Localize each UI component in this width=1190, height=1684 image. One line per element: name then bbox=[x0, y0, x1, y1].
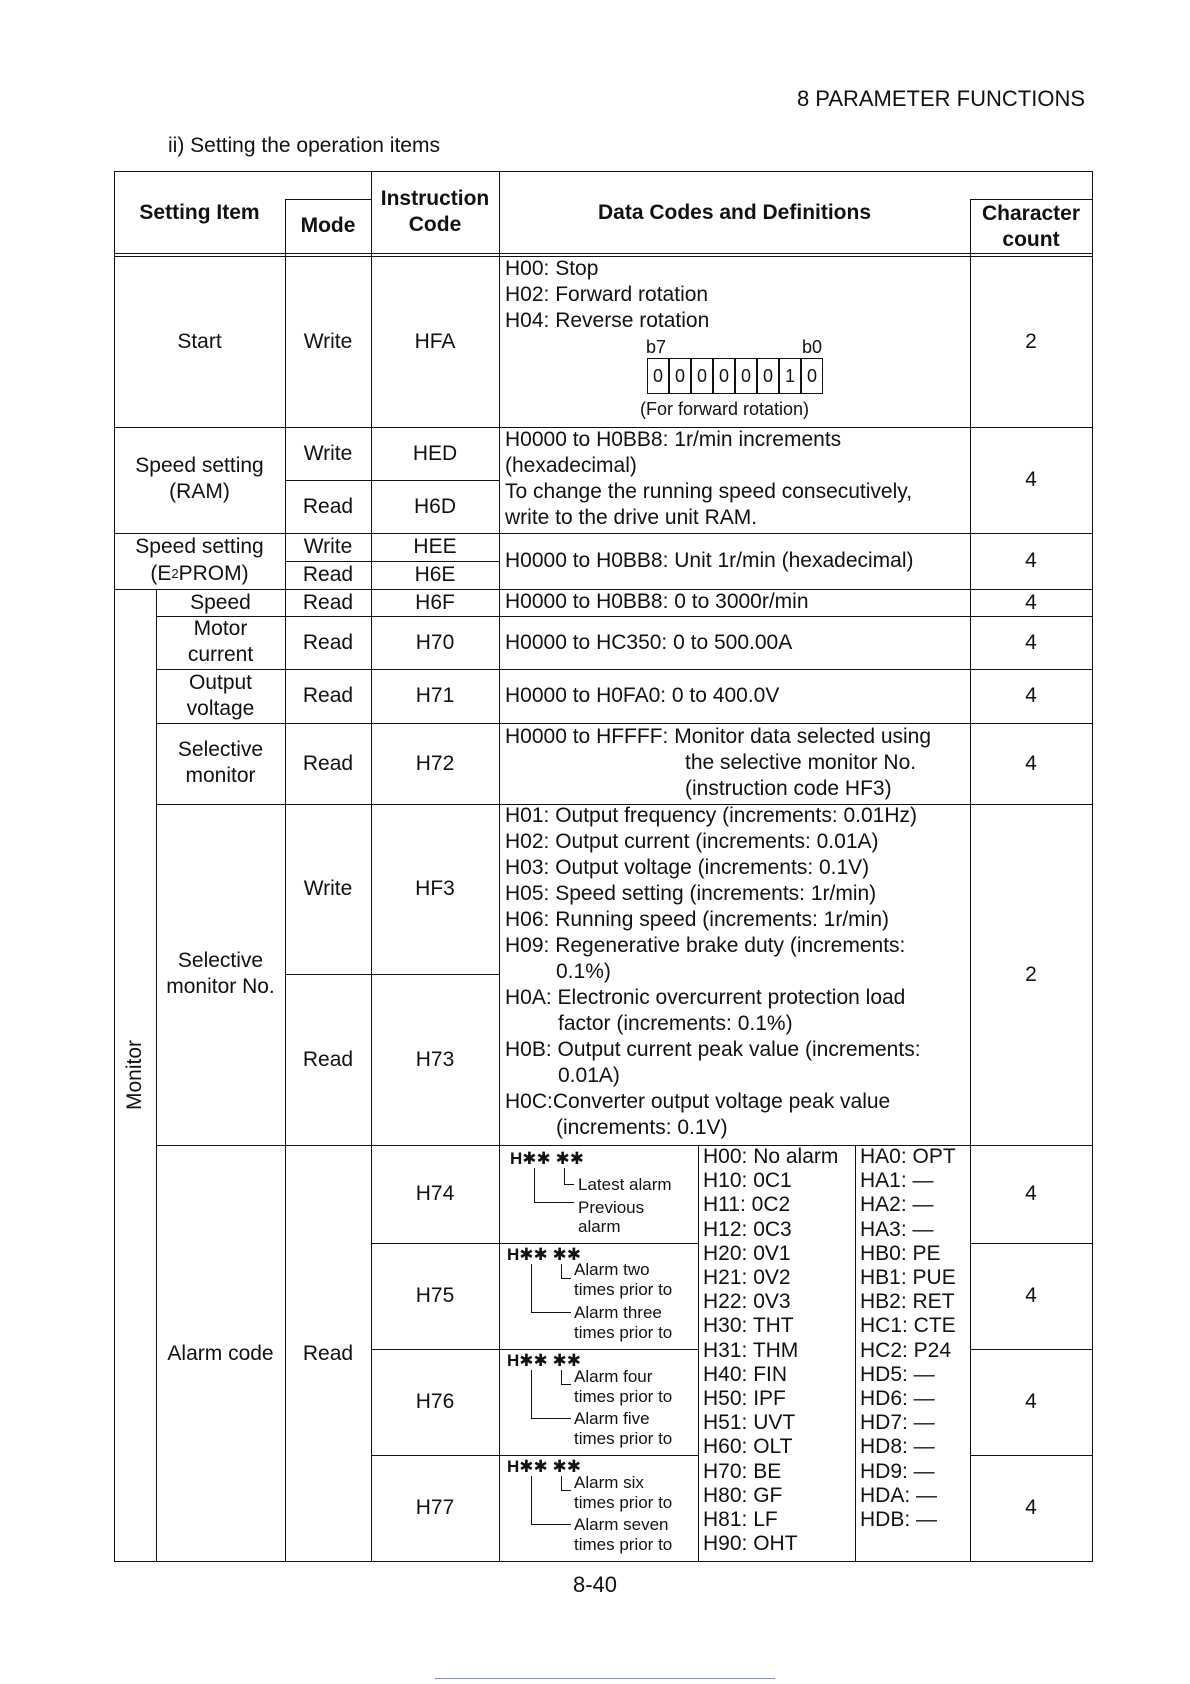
list-item: H05: Speed setting (increments: 1r/min) bbox=[505, 882, 877, 905]
speed-eeprom-item-1: Speed setting bbox=[135, 535, 264, 558]
selective-monitor-no-mode-read: Read bbox=[302, 1047, 354, 1071]
monitor-speed-item: Speed bbox=[190, 590, 251, 614]
alarm-label: times prior to bbox=[574, 1493, 673, 1512]
speed-eeprom-count: 4 bbox=[1025, 549, 1037, 572]
speed-ram-line-4: write to the drive unit RAM. bbox=[505, 506, 758, 529]
alarm-h77-count: 4 bbox=[1025, 1496, 1037, 1519]
alarm-prefix: H✱✱ ✱✱ bbox=[507, 1351, 581, 1370]
speed-ram-line-1: H0000 to H0BB8: 1r/min increments bbox=[505, 428, 842, 451]
selective-monitor-item-1: Selective bbox=[177, 738, 264, 761]
start-item: Start bbox=[177, 329, 222, 353]
alarm-code-entry: HD7: — bbox=[860, 1411, 935, 1435]
alarm-code-entry: H31: THM bbox=[703, 1338, 799, 1362]
monitor-voltage-mode: Read bbox=[302, 684, 354, 707]
speed-eeprom-text: H0000 to H0BB8: Unit 1r/min (hexadecimal) bbox=[505, 549, 914, 572]
alarm-code-entry: HB1: PUE bbox=[860, 1266, 956, 1289]
alarm-item: Alarm code bbox=[167, 1341, 274, 1365]
list-item: H01: Output frequency (increments: 0.01Hz) bbox=[505, 804, 918, 827]
bit-0: 0 bbox=[801, 358, 823, 394]
monitor-voltage-item-2: voltage bbox=[186, 697, 255, 720]
bit-1: 1 bbox=[779, 358, 801, 394]
alarm-label: times prior to bbox=[574, 1280, 673, 1299]
start-line-3: H04: Reverse rotation bbox=[505, 309, 710, 332]
list-item: 0.01A) bbox=[558, 1064, 620, 1087]
monitor-speed-mode: Read bbox=[302, 590, 354, 614]
alarm-code-entry: HD5: — bbox=[860, 1362, 935, 1386]
monitor-voltage-text: H0000 to H0FA0: 0 to 400.0V bbox=[505, 684, 780, 707]
alarm-label: Alarm four bbox=[574, 1367, 653, 1386]
alarm-h77-code: H77 bbox=[415, 1496, 455, 1519]
alarm-prefix: H✱✱ ✱✱ bbox=[507, 1245, 581, 1264]
speed-ram-mode-read: Read bbox=[302, 494, 354, 518]
monitor-voltage-item-1: Output bbox=[188, 671, 253, 694]
alarm-code-entry: H81: LF bbox=[703, 1508, 778, 1531]
alarm-code-entry: H80: GF bbox=[703, 1483, 783, 1507]
monitor-current-item-1: Motor bbox=[193, 617, 248, 640]
alarm-label: Alarm two bbox=[574, 1260, 650, 1279]
alarm-code-entry: HB2: RET bbox=[860, 1290, 955, 1314]
bit-5: 0 bbox=[691, 358, 713, 394]
bit-6: 0 bbox=[669, 358, 691, 394]
alarm-code-entry: HDA: — bbox=[860, 1483, 938, 1507]
speed-eeprom-mode-read: Read bbox=[302, 563, 354, 586]
list-item: H09: Regenerative brake duty (increments: bbox=[505, 934, 906, 957]
speed-ram-mode-write: Write bbox=[303, 441, 353, 465]
selective-monitor-line-1: H0000 to HFFFF: Monitor data selected using bbox=[505, 725, 932, 748]
alarm-label: Latest alarm bbox=[578, 1175, 672, 1194]
alarm-prefix: H✱✱ ✱✱ bbox=[510, 1149, 584, 1168]
selective-monitor-no-item-2: monitor No. bbox=[166, 975, 275, 998]
bit-3: 0 bbox=[735, 358, 757, 394]
monitor-current-code: H70 bbox=[415, 630, 455, 654]
monitor-group-label: Monitor bbox=[123, 1039, 146, 1111]
alarm-h74-count: 4 bbox=[1025, 1182, 1037, 1205]
alarm-label: Alarm five bbox=[574, 1409, 650, 1428]
alarm-prefix: H✱✱ ✱✱ bbox=[507, 1457, 581, 1476]
header-character: Character bbox=[981, 202, 1081, 225]
bit-caption: (For forward rotation) bbox=[640, 399, 810, 419]
selective-monitor-code: H72 bbox=[415, 751, 455, 775]
speed-eeprom-mode-write: Write bbox=[303, 535, 353, 558]
alarm-label: times prior to bbox=[574, 1429, 673, 1448]
speed-ram-item-1: Speed setting bbox=[135, 454, 264, 477]
bit-low-label: b0 bbox=[802, 337, 823, 357]
alarm-code-entry: HD6: — bbox=[860, 1387, 935, 1410]
alarm-code-entry: H40: FIN bbox=[703, 1362, 788, 1386]
alarm-h76-count: 4 bbox=[1025, 1390, 1037, 1413]
start-code: HFA bbox=[414, 329, 456, 353]
alarm-h75-code: H75 bbox=[415, 1284, 455, 1307]
alarm-code-entry: H20: 0V1 bbox=[703, 1241, 791, 1265]
selective-monitor-mode: Read bbox=[302, 751, 354, 775]
header-instruction: Instruction bbox=[380, 187, 490, 210]
alarm-label: Alarm seven bbox=[574, 1515, 669, 1534]
alarm-code-entry: H10: 0C1 bbox=[703, 1169, 792, 1193]
monitor-current-mode: Read bbox=[302, 630, 354, 654]
monitor-speed-text: H0000 to H0BB8: 0 to 3000r/min bbox=[505, 590, 809, 613]
selective-monitor-line-3: (instruction code HF3) bbox=[685, 777, 892, 800]
alarm-code-entry: HA2: — bbox=[860, 1193, 934, 1217]
alarm-h75-count: 4 bbox=[1025, 1284, 1037, 1307]
list-item: H06: Running speed (increments: 1r/min) bbox=[505, 908, 890, 931]
list-item: factor (increments: 0.1%) bbox=[558, 1012, 793, 1035]
alarm-code-entry: H11: 0C2 bbox=[703, 1193, 791, 1217]
monitor-current-count: 4 bbox=[1025, 630, 1037, 654]
bit-4: 0 bbox=[713, 358, 735, 394]
monitor-current-text: H0000 to HC350: 0 to 500.00A bbox=[505, 631, 793, 654]
header-data-codes: Data Codes and Definitions bbox=[597, 201, 872, 224]
alarm-code-entry: H50: IPF bbox=[703, 1387, 786, 1410]
monitor-speed-count: 4 bbox=[1025, 590, 1037, 614]
selective-monitor-no-mode-write: Write bbox=[303, 877, 353, 900]
alarm-label: times prior to bbox=[574, 1535, 673, 1554]
alarm-h76-code: H76 bbox=[415, 1390, 455, 1413]
speed-ram-code-read: H6D bbox=[413, 494, 456, 518]
alarm-code-entry: HA0: OPT bbox=[860, 1145, 956, 1168]
selective-monitor-no-code-write: HF3 bbox=[415, 877, 455, 900]
alarm-label: Previous bbox=[578, 1198, 645, 1217]
bit-7: 0 bbox=[647, 358, 669, 394]
speed-eeprom-item-2: (E 2 PROM) bbox=[150, 562, 249, 585]
alarm-label: Alarm six bbox=[574, 1473, 644, 1492]
monitor-voltage-count: 4 bbox=[1025, 684, 1037, 707]
alarm-code-entry: H60: OLT bbox=[703, 1435, 793, 1459]
start-line-2: H02: Forward rotation bbox=[505, 283, 709, 306]
list-item: H02: Output current (increments: 0.01A) bbox=[505, 830, 879, 853]
alarm-code-entry: H51: UVT bbox=[703, 1411, 796, 1435]
alarm-h74-code: H74 bbox=[415, 1182, 455, 1205]
alarm-code-entry: H30: THT bbox=[703, 1314, 794, 1338]
selective-monitor-no-item-1: Selective bbox=[177, 949, 264, 972]
footer-rule bbox=[435, 1678, 775, 1679]
alarm-label: Alarm three bbox=[574, 1303, 662, 1322]
list-item: H0C:Converter output voltage peak value bbox=[505, 1090, 891, 1113]
list-item: H03: Output voltage (increments: 0.1V) bbox=[505, 856, 870, 879]
list-item: 0.1%) bbox=[556, 960, 611, 983]
section-subtitle: ii) Setting the operation items bbox=[168, 134, 440, 157]
alarm-code-entry: H21: 0V2 bbox=[703, 1266, 791, 1289]
list-item: H0B: Output current peak value (increments: bbox=[505, 1038, 921, 1061]
alarm-code-entry: HC1: CTE bbox=[860, 1314, 956, 1338]
alarm-code-entry: H90: OHT bbox=[703, 1532, 798, 1556]
selective-monitor-item-2: monitor bbox=[185, 764, 256, 787]
alarm-code-entry: H00: No alarm bbox=[703, 1145, 839, 1168]
header-count: count bbox=[1002, 228, 1060, 251]
header-setting-item: Setting Item bbox=[139, 201, 260, 224]
list-item: (increments: 0.1V) bbox=[556, 1116, 728, 1139]
header-mode: Mode bbox=[300, 214, 356, 237]
bit-high-label: b7 bbox=[646, 337, 667, 357]
alarm-code-entry: H12: 0C3 bbox=[703, 1217, 792, 1241]
alarm-code-entry: HA3: — bbox=[860, 1217, 934, 1241]
alarm-code-entry: HB0: PE bbox=[860, 1241, 941, 1265]
list-item: H0A: Electronic overcurrent protection load bbox=[505, 986, 906, 1009]
alarm-label: alarm bbox=[578, 1217, 621, 1236]
speed-eeprom-code-read: H6E bbox=[414, 563, 456, 586]
header-code: Code bbox=[408, 213, 462, 236]
alarm-label: times prior to bbox=[574, 1387, 673, 1406]
alarm-mode: Read bbox=[302, 1341, 354, 1365]
alarm-label: times prior to bbox=[574, 1323, 673, 1342]
page-number: 8-40 bbox=[572, 1572, 618, 1597]
monitor-speed-code: H6F bbox=[415, 590, 455, 614]
alarm-code-entry: HA1: — bbox=[860, 1169, 934, 1193]
speed-ram-line-2: (hexadecimal) bbox=[505, 454, 637, 477]
start-line-1: H00: Stop bbox=[505, 257, 599, 280]
selective-monitor-count: 4 bbox=[1025, 751, 1037, 775]
alarm-code-entry: H70: BE bbox=[703, 1459, 782, 1483]
alarm-code-entry: H22: 0V3 bbox=[703, 1290, 791, 1314]
speed-eeprom-code-write: HEE bbox=[413, 535, 457, 558]
alarm-code-entry: HD8: — bbox=[860, 1435, 935, 1459]
start-mode: Write bbox=[303, 329, 353, 353]
speed-ram-code-write: HED bbox=[412, 441, 458, 465]
alarm-code-entry: HDB: — bbox=[860, 1508, 938, 1531]
selective-monitor-no-code-read: H73 bbox=[415, 1047, 455, 1071]
page-header: 8 PARAMETER FUNCTIONS bbox=[796, 86, 1085, 111]
selective-monitor-no-count: 2 bbox=[1025, 962, 1037, 986]
speed-ram-count: 4 bbox=[1025, 468, 1037, 491]
bit-2: 0 bbox=[757, 358, 779, 394]
alarm-code-entry: HC2: P24 bbox=[860, 1338, 952, 1362]
alarm-code-entry: HD9: — bbox=[860, 1459, 935, 1483]
speed-ram-item-2: (RAM) bbox=[169, 480, 230, 503]
start-count: 2 bbox=[1025, 329, 1037, 353]
monitor-current-item-2: current bbox=[187, 643, 254, 666]
speed-ram-line-3: To change the running speed consecutively, bbox=[505, 480, 913, 503]
monitor-voltage-code: H71 bbox=[415, 684, 455, 707]
selective-monitor-line-2: the selective monitor No. bbox=[685, 751, 917, 774]
